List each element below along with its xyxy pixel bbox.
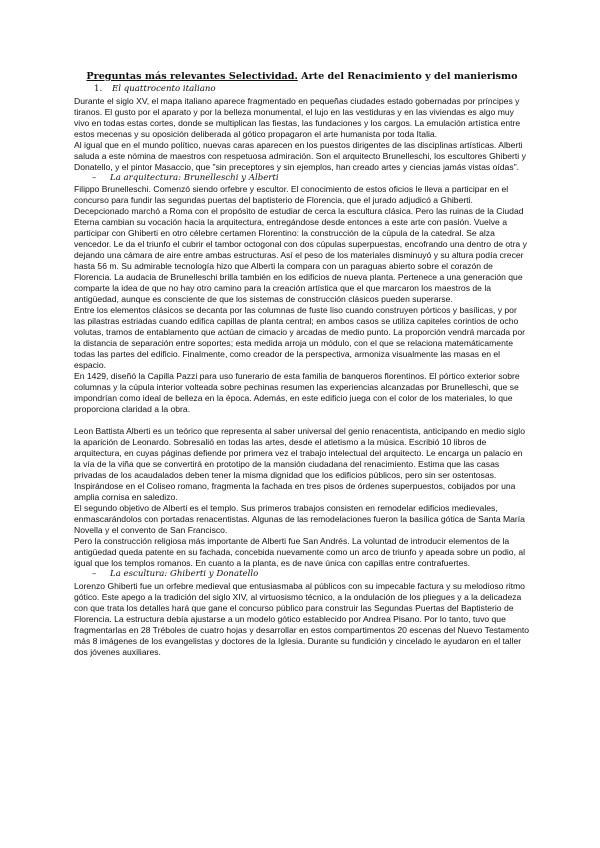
heading-number: 1. [94,84,103,94]
title-underlined: Preguntas más relevantes Selectividad. [86,71,298,82]
blank-line [74,415,530,426]
paragraph: Al igual que en el mundo político, nuevas caras aparecen en los puestos dirigentes de las disciplinas artísticas. Alberti saluda a este nómina de maestros con respetuosa admiración. Son el arquitecto Brunelleschi, los escultores Ghiberti y Donatello, y el pintor Masaccio, que "sin preceptores y sin ejemplos, han creado artes y ciencias jamás vistas oídas". [74,139,526,172]
paragraph: En 1429, diseñó la Capilla Pazzi para uso funerario de esta familia de banqueros florentinos. El pórtico exterior sobre columnas y la cúpula interior volteada sobre pechinas resumen las experiencias alcanzadas por Brunelleschi, que se impondrían como ideal de belleza en la época. Además, en este edificio juega con el color de los materiales, lo que proporciona claridad a la obra. [74,371,520,414]
heading-dash: – [92,569,97,579]
heading-text: La escultura: Ghiberti y Donatello [110,569,259,579]
document-title [74,70,530,83]
heading-dash: – [92,172,97,183]
document-body [74,70,530,658]
paragraph: Lorenzo Ghiberti fue un orfebre medieval que entusiasmaba al públicos con su impecable factura y su melodioso ritmo gótico. Este apego a la tradición del siglo XIV, al virtuosismo técnico, a la ondulación de los pliegues y a la delicadeza con que trata los detalles hará que gane el concurso público para construir las Segundas Puertas del Baptisterio de Florencia. La estructura debía ajustarse a un modelo gótico establecido por Andrea Pisano. Por lo tanto, tuvo que fragmentarlas en 28 Tréboles de cuatro hojas y desarrollar en estos compartimentos 20 escenas del Nuevo Testamento más 8 imágenes de los evangelistas y doctores de la Iglesia. Durante su fundición y cincelado le ayudaron en el taller dos jóvenes auxiliares. [74,580,530,657]
heading-text: El quattrocento italiano [112,84,216,94]
paragraph: Entre los elementos clásicos se decanta por las columnas de fuste liso cuando construyen pórticos y basílicas, y por las pilastras estriadas cuando edifica capillas de planta central; en ambos casos se utiliza capiteles corintios de ocho volutas, tramos de entablamento que actúan de cimacio y arcadas de medio punto. La proporción vendrá marcada por la distancia de separación entre soportes; esta medida arroja un módulo, con el que se relaciona matemáticamente todas las partes del edificio. Finalmente, como creador de la perspectiva, armoniza visualmente las masas en el espacio. [74,305,525,370]
paragraph: Durante el siglo XV, el mapa italiano aparece fragmentado en pequeñas ciudades estado gobernadas por príncipes y tiranos. El gusto por el aparato y por la belleza monumental, el lujo en las vestiduras y en las viviendas es algo muy vivo en todas estas cortes, donde se multiplican las fiestas, las fundaciones y los cargos. La emulación artística entre estos mecenas y su oposición deliberada al gótico propagaron el arte humanista por toda Italia. [74,95,521,139]
section-heading-arquitectura [74,173,530,185]
paragraph: Pero la construcción religiosa más importante de Alberti fue San Andrés. La voluntad de introducir elementos de la antigüedad queda patente en su fachada, concebida nuevamente como un arco de triunfo y apeada sobre un podio, al igual que los templos romanos. En cuanto a la planta, es de nave única con capillas entre contrafuertes. [74,536,526,568]
paragraph: Filippo Brunelleschi. Comenzó siendo orfebre y escultor. El conocimiento de estos oficios le lleva a participar en el concurso para fundir las segundas puertas del baptisterio de Florencia, que el jurado adjudicó a Ghiberti. Decepcionado marchó a Roma con el propósito de estudiar de cerca la escultura clásica. Pero las ruinas de la Ciudad Eterna cambian su vocación hacia la arquitectura, entregándose desde entonces a este arte con pasión. Vuelve a participar con Ghiberti en otro célebre certamen Florentino: la construcción de la cúpula de la catedral. Se alza vencedor. Le da el triunfo el cubrir el tambor octogonal con dos cúpulas superpuestas, encofrando una dentro de otra y dejando una cámara de aire entre ambas estructuras. Así el peso de los materiales disminuyó y su altura podía crecer hasta 56 m. Su admirable tecnología hizo que Alberti la compara con un paraguas abierto sobre el corazón de Florencia. La audacia de Brunelleschi brilla también en los edificios de nueva planta. Pertenece a una generación que comparte la idea de que no hay otro camino para la creación artística que el que marcaron los maestros de la antigüedad, aunque es consciente de que los sistemas de construcción clásicos pueden superarse. [74,184,527,304]
section-heading-quattrocento [74,84,530,96]
paragraph: El segundo objetivo de Alberti es el templo. Sus primeros trabajos consisten en remodelar edificios medievales, enmascarándolos con portadas renacentistas. Algunas de las remodelaciones fueron la basílica gótica de Santa María Novella y el convento de San Francisco. [74,503,525,535]
paragraph: Leon Battista Alberti es un teórico que representa al saber universal del genio renacentista, anticipando en medio siglo la aparición de Leonardo. Sobresalió en todas las artes, desde el atletismo a la música. Escribió 10 libros de arquitectura, en cuyas páginas defiende por primera vez el trabajo intelectual del arquitecto. Le encarga un palacio en la vía de la viña que se convertirá en prototipo de la mansión ciudadana del renacimiento. Estima que las casas privadas de los acaudalados deben tener la misma dignidad que los edificios públicos, pero sin ser ostentosas. Inspirándose en el Coliseo romano, fragmenta la fachada en tres pisos de órdenes superpuestos, cobijados por una amplia cornisa en saledizo. [74,426,525,502]
heading-text: La arquitectura: Brunelleschi y Alberti [110,172,279,183]
title-rest: Arte del Renacimiento y del manierismo [297,71,518,82]
section-heading-escultura [74,569,530,581]
